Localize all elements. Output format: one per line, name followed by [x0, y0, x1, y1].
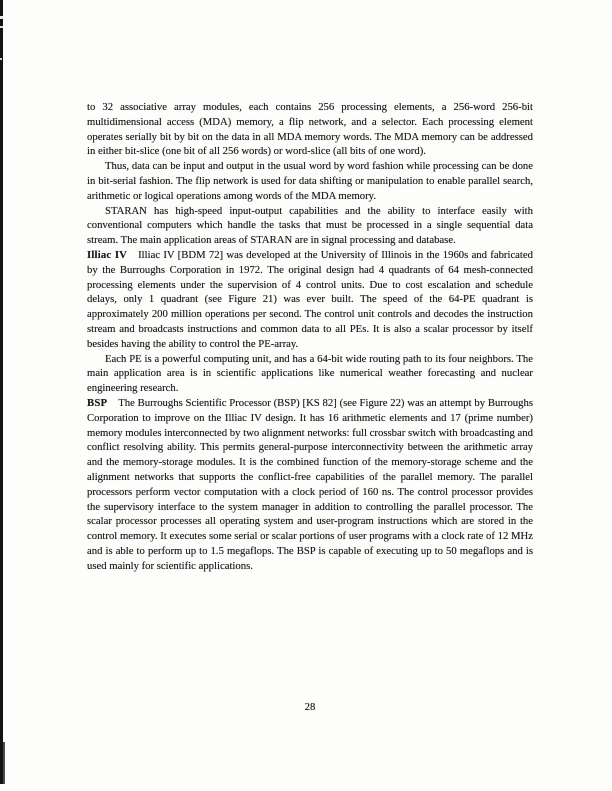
- scan-speck: [0, 58, 2, 60]
- section-bsp: [87, 396, 533, 574]
- paragraph-staran-modules-continuation: to 32 associative array modules, each contains 256 processing elements, a 256-word 256-bit multidimensional access (MDA) memory, a flip network, and a selector. Each processing element operates serially bit by bit on the data in all MDA memory words. The MDA memory can be addressed in either bit-slice (one bit of all 256 words) or word-slice (all bits of one word).: [87, 101, 533, 158]
- section-body-illiac-iv: Illiac IV [BDM 72] was developed at the University of Illinois in the 1960s and fabricated by the Burroughs Corporation in 1972. The original design had 4 quadrants of 64 mesh-connected processing elements under the supervision of 4 control units. Due to cost escalation and schedule delays, only 1 quadrant (see Figure 21) was ever built. The speed of the 64-PE quadrant is approximately 200 million operations per second. The control unit controls and decodes the instruction stream and broadcasts instructions and common data to all PEs. It is also a scalar processor by itself besides having the ability to control the PE-array.: [87, 248, 533, 350]
- section-illiac-iv: [87, 248, 533, 352]
- text-column: [87, 100, 533, 574]
- section-heading-bsp: BSP: [87, 396, 108, 409]
- scan-speck: [0, 26, 3, 28]
- section-body-bsp: The Burroughs Scientific Processor (BSP) [KS 82] (see Figure 22) was an attempt by Burroughs Corporation to improve on the Illiac IV design. It has 16 arithmetic elements and 17 (prime number) memory modules interconnected by two alignment networks: full crossbar switch with broadcasting and conflict resolving ability. This permits general-purpose interconnectivity between the arithmetic array and the memory-storage modules. It is the combined function of the memory-storage scheme and the alignment networks that supports the conflict-free capabilities of the parallel memory. The parallel processors perform vector computation with a clock period of 160 ns. The control processor provides the supervisory interface to the system manager in addition to controlling the parallel processor. The scalar processor processes all operating system and user-program instructions which are stored in the control memory. It executes some serial or scalar portions of user programs with a clock rate of 12 MHz and is able to perform up to 1.5 megaflops. The BSP is capable of executing up to 50 megaflops and is used mainly for scientific applications.: [87, 396, 533, 572]
- scan-binding-edge-artifact: [0, 0, 3, 784]
- paragraph-staran-applications: STARAN has high-speed input-output capabilities and the ability to interface easily with conventional computers which handle the tasks that must be processed in a single sequential data stream. The main application areas of STARAN are in signal processing and database.: [87, 204, 533, 247]
- section-heading-illiac-iv: Illiac IV: [87, 248, 128, 261]
- scan-speck: [0, 16, 3, 19]
- paragraph-thus-data-io: Thus, data can be input and output in the usual word by word fashion while processing can be done in bit-serial fashion. The flip network is used for data shifting or manipulation to enable parallel search, arithmetic or logical operations among words of the MDA memory.: [87, 160, 533, 202]
- paragraph-each-pe: Each PE is a powerful computing unit, and has a 64-bit wide routing path to its four neighbors. The main application area is in scientific applications like numerical weather forecasting and nuclear engineering research.: [87, 352, 533, 395]
- page-number: 28: [304, 701, 316, 713]
